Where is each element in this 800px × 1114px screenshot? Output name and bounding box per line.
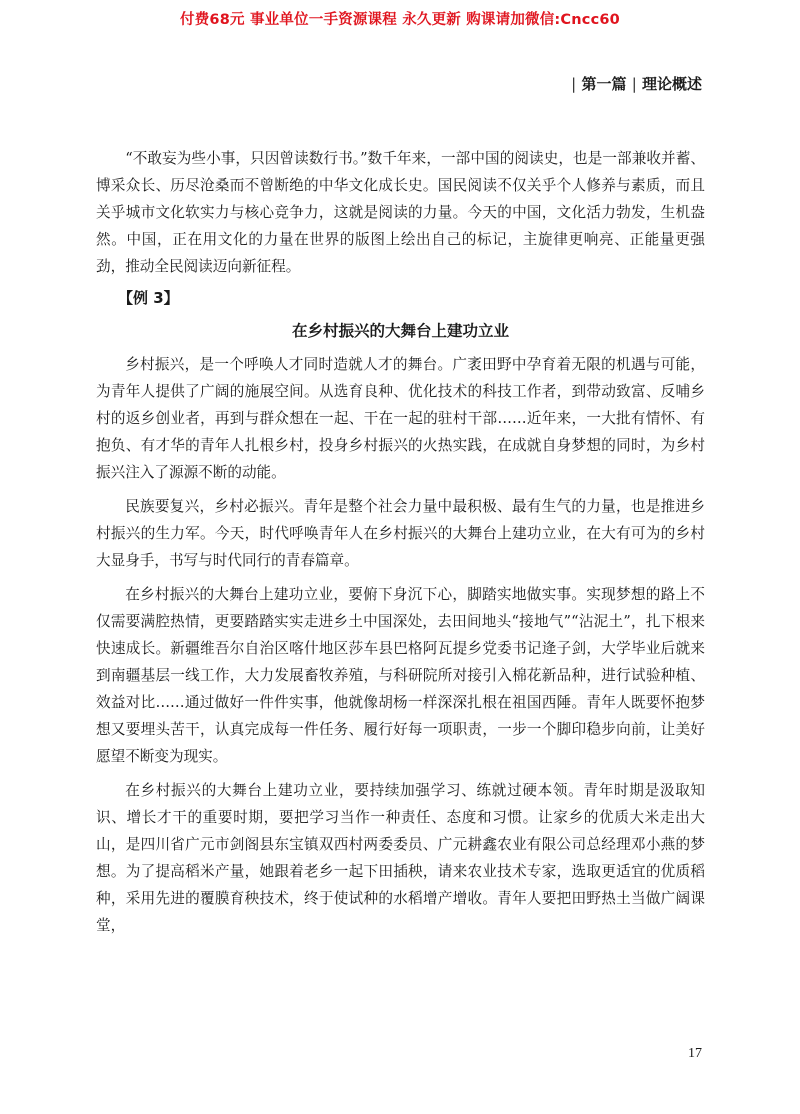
body-paragraph: 在乡村振兴的大舞台上建功立业，要持续加强学习、练就过硬本领。青年时期是汲取知识、增长才干的重要时期，要把学习当作一种责任、态度和习惯。让家乡的优质大米走出大山，是四川省广元市剑阁县东宝镇双西村两委委员、广元耕鑫农业有限公司总经理邓小燕的梦想。为了提高稻米产量，她跟着老乡一起下田插秧，请来农业技术专家，选取更适宜的优质稻种，采用先进的覆膜育秧技术，终于使试种的水稻增产增收。青年人要把田野热土当做广阔课堂， [96,782,705,934]
section-label: 理论概述 [641,75,702,93]
page-body [96,145,705,939]
body-paragraph: 在乡村振兴的大舞台上建功立业，要俯下身沉下心，脚踏实地做实事。实现梦想的路上不仅需要满腔热情，更要踏踏实实走进乡土中国深处，去田间地头“接地气”“沾泥土”，扎下根来快速成长。新疆维吾尔自治区喀什地区莎车县巴格阿瓦提乡党委书记逄子剑，大学毕业后就来到南疆基层一线工作，大力发展畜牧养殖，与科研院所对接引入棉花新品种，进行试验种植、效益对比……通过做好一件件实事，他就像胡杨一样深深扎根在祖国西陲。青年人既要怀抱梦想又要埋头苦干，认真完成每一件任务、履行好每一项职责，一步一个脚印稳步向前，让美好愿望不断变为现实。 [96,586,705,765]
running-head-divider: | [571,75,577,93]
article-title: 在乡村振兴的大舞台上建功立业 [291,322,509,340]
intro-paragraph: “不敢妄为些小事，只因曾读数行书。”数千年来，一部中国的阅读史，也是一部兼收并蓄、博采众长、历尽沧桑而不曾断绝的中华文化成长史。国民阅读不仅关乎个人修养与素质，而且关乎城市文化软实力与核心竞争力，这就是阅读的力量。今天的中国，文化活力勃发，生机盎然。中国，正在用文化的力量在世界的版图上绘出自己的标记，主旋律更响亮、正能量更强劲，推动全民阅读迈向新征程。 [96,150,705,275]
body-paragraph: 乡村振兴，是一个呼唤人才同时造就人才的舞台。广袤田野中孕育着无限的机遇与可能，为青年人提供了广阔的施展空间。从选育良种、优化技术的科技工作者，到带动致富、反哺乡村的返乡创业者，再到与群众想在一起、干在一起的驻村干部……近年来，一大批有情怀、有抱负、有才华的青年人扎根乡村，投身乡村振兴的火热实践，在成就自身梦想的同时，为乡村振兴注入了源源不断的动能。 [96,356,705,481]
body-paragraph: 民族要复兴，乡村必振兴。青年是整个社会力量中最积极、最有生气的力量，也是推进乡村振兴的生力军。今天，时代呼唤青年人在乡村振兴的大舞台上建功立业，在大有可为的乡村大显身手，书写与时代同行的青春篇章。 [96,498,705,569]
page-number: 17 [688,1046,702,1061]
running-head-divider: | [631,75,637,93]
chapter-label: 第一篇 [581,75,627,93]
example-label: 【例 3】 [118,289,179,307]
running-head [571,73,702,94]
promo-banner: 付费68元 事业单位一手资源课程 永久更新 购课请加微信:Cncc60 [180,12,620,28]
